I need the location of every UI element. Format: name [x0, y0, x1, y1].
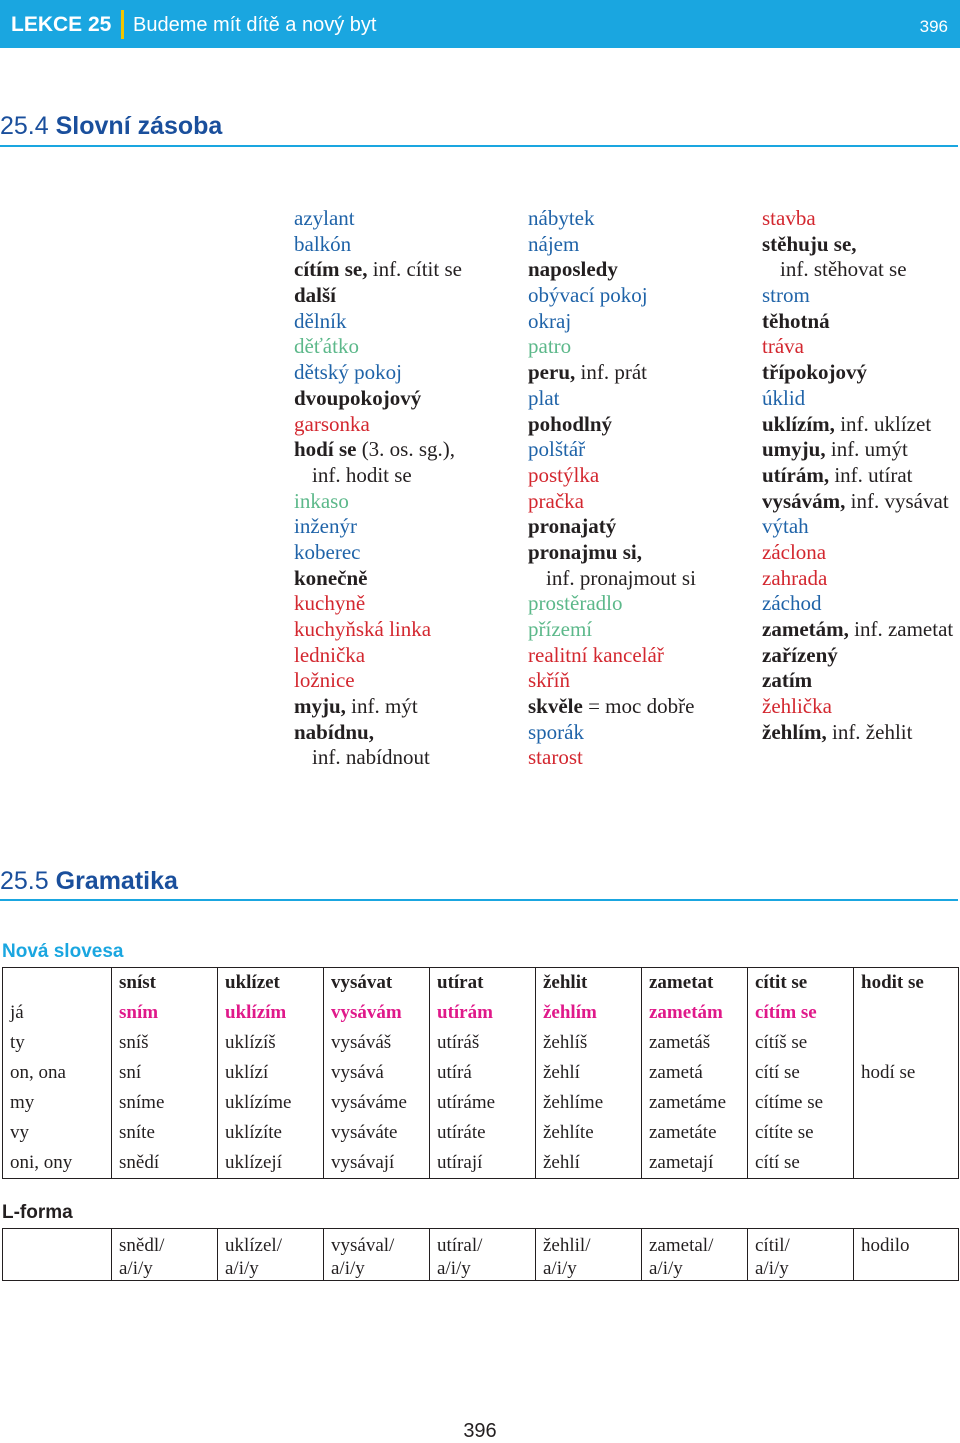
vocab-note: inf. vysávat [845, 488, 949, 513]
vocab-word: nabídnu, [294, 719, 374, 744]
vocab-entry [528, 257, 696, 283]
vocab-entry [762, 412, 953, 438]
vocab-note: = moc dobře [582, 694, 695, 719]
verb-form [854, 1088, 959, 1118]
verb-form: zametá [642, 1058, 748, 1088]
vocab-entry [528, 309, 696, 335]
vocab-entry [762, 437, 953, 463]
verb-infinitive: cítit se [748, 968, 854, 999]
vocab-entry [762, 694, 953, 720]
vocab-note: inf. umýt [825, 437, 908, 462]
lform-stem: zametal/ [649, 1235, 714, 1256]
verb-form: utírá [430, 1058, 536, 1088]
section-number: 25.5 [0, 867, 49, 895]
vocab-entry [762, 668, 953, 694]
page-header [0, 0, 960, 48]
verb-form: vysáváte [324, 1118, 430, 1148]
verb-form: cítí se [748, 1058, 854, 1088]
vocab-word: azylant [294, 206, 355, 230]
person-label: já [3, 998, 112, 1028]
vocab-column-3 [762, 206, 953, 745]
section-name: Slovní zásoba [55, 112, 223, 140]
lform-cell [748, 1229, 854, 1281]
verb-form: vysávají [324, 1148, 430, 1179]
lform-endings: a/i/y [755, 1258, 789, 1279]
verb-form: utírám [430, 998, 536, 1028]
vocab-entry [762, 514, 953, 540]
lform-cell [536, 1229, 642, 1281]
verb-infinitive-row [3, 968, 959, 999]
vocab-word: kuchyně [294, 591, 366, 616]
vocab-entry [528, 206, 696, 232]
lform-cell [642, 1229, 748, 1281]
verb-form: vysávám [324, 998, 430, 1028]
lform-cell [324, 1229, 430, 1281]
verb-form: cítíme se [748, 1088, 854, 1118]
vocab-entry [762, 720, 953, 746]
section-title-vocab [0, 112, 222, 141]
vocab-note: (3. os. sg.), [356, 437, 456, 462]
vocab-word: kuchyňská linka [294, 617, 432, 641]
verb-infinitive: vysávat [324, 968, 430, 999]
vocab-word: zahrada [762, 565, 828, 590]
vocab-entry [528, 334, 696, 360]
verb-form: žehlím [536, 998, 642, 1028]
vocab-entry [528, 360, 696, 386]
vocab-word: lednička [294, 642, 366, 667]
verb-infinitive: hodit se [854, 968, 959, 999]
vocab-entry [762, 206, 953, 232]
section-name: Gramatika [55, 867, 178, 895]
vocab-word: myju, [294, 694, 346, 719]
vocab-word: ložnice [294, 668, 355, 693]
lesson-number: LEKCE 25 [11, 13, 112, 36]
lform-table [2, 1228, 959, 1281]
vocab-entry [762, 591, 953, 617]
vocab-word: dvoupokojový [294, 385, 422, 410]
lform-endings: a/i/y [225, 1258, 259, 1279]
lform-cell [218, 1229, 324, 1281]
verb-form: zametají [642, 1148, 748, 1179]
vocab-entry [528, 745, 696, 771]
vocab-note: inf. cítit se [367, 257, 462, 282]
vocab-word: sporák [528, 719, 584, 744]
vocab-word: okraj [528, 308, 572, 333]
vocab-word: výtah [762, 514, 809, 539]
vocab-entry [528, 283, 696, 309]
section-number: 25.4 [0, 112, 49, 140]
vocab-entry [528, 386, 696, 412]
verb-infinitive: utírat [430, 968, 536, 999]
verb-infinitive: zametat [642, 968, 748, 999]
vocab-note: inf. stěhovat se [780, 257, 907, 282]
vocab-entry [294, 643, 462, 669]
vocab-word: peru, [528, 360, 576, 385]
vocab-word: strom [762, 283, 810, 308]
lform-endings: a/i/y [543, 1258, 577, 1279]
vocab-entry [294, 412, 462, 438]
verb-form: uklízejí [218, 1148, 324, 1179]
person-label: on, ona [3, 1058, 112, 1088]
lform-stem: uklízel/ [225, 1235, 282, 1256]
vocab-entry [528, 720, 696, 746]
lform-endings: a/i/y [437, 1258, 471, 1279]
vocab-word: balkón [294, 231, 352, 256]
vocab-entry [294, 232, 462, 258]
vocab-entry [762, 257, 953, 283]
vocab-note: inf. uklízet [834, 411, 932, 436]
lesson-title: Budeme mít dítě a nový byt [133, 14, 377, 36]
lform-stem: žehlil/ [543, 1235, 591, 1256]
vocab-word: uklízím, [762, 411, 835, 436]
vocab-word: plat [528, 385, 560, 410]
section-rule [0, 899, 958, 901]
lform-row [3, 1229, 959, 1281]
vocab-entry [294, 540, 462, 566]
vocab-entry [528, 643, 696, 669]
vocab-entry [528, 437, 696, 463]
vocab-entry [528, 540, 696, 566]
verb-form: cítím se [748, 998, 854, 1028]
lform-stem: utíral/ [437, 1235, 483, 1256]
lform-stem: snědl/ [119, 1235, 165, 1256]
vocab-entry [762, 643, 953, 669]
new-verbs-heading: Nová slovesa [2, 941, 124, 962]
vocab-word: úklid [762, 385, 806, 410]
conjugation-row [3, 1148, 959, 1179]
vocab-entry [528, 591, 696, 617]
vocab-word: dělník [294, 308, 347, 333]
lform-stem: hodilo [861, 1235, 910, 1256]
verb-form: uklízím [218, 998, 324, 1028]
vocab-entry [294, 745, 462, 771]
vocab-entry [294, 514, 462, 540]
vocab-entry [762, 360, 953, 386]
vocab-word: garsonka [294, 411, 370, 436]
lform-stem: cítil/ [755, 1235, 790, 1256]
person-label: ty [3, 1028, 112, 1058]
lform-cell [430, 1229, 536, 1281]
vocab-entry [528, 566, 696, 592]
vocab-entry [762, 489, 953, 515]
vocab-word: zametám, [762, 617, 849, 641]
verb-form: hodí se [854, 1058, 959, 1088]
lform-cell [112, 1229, 218, 1281]
vocab-entry [294, 617, 462, 643]
person-label: vy [3, 1118, 112, 1148]
verb-form: uklízíte [218, 1118, 324, 1148]
conjugation-row [3, 1088, 959, 1118]
vocab-entry [294, 668, 462, 694]
vocab-word: pračka [528, 488, 584, 513]
verb-form: uklízí [218, 1058, 324, 1088]
vocab-word: skříň [528, 668, 570, 693]
vocab-word: pronajatý [528, 514, 617, 539]
vocab-word: zařízený [762, 642, 838, 667]
conjugation-row [3, 1058, 959, 1088]
header-page-number: 396 [919, 17, 948, 36]
vocab-note: inf. mýt [345, 694, 418, 719]
vocab-entry [294, 386, 462, 412]
section-rule [0, 145, 958, 147]
vocab-word: pronajmu si, [528, 539, 642, 564]
verb-form [854, 1148, 959, 1179]
verb-form: zametáš [642, 1028, 748, 1058]
conjugation-row [3, 1118, 959, 1148]
vocab-entry [294, 463, 462, 489]
lform-empty-cell [3, 1229, 112, 1281]
vocab-word: žehlička [762, 694, 832, 719]
vocab-entry [528, 514, 696, 540]
vocab-word: koberec [294, 539, 361, 564]
vocab-word: nájem [528, 231, 580, 256]
vocab-note: inf. pronajmout si [546, 565, 696, 590]
verb-infinitive: sníst [112, 968, 218, 999]
vocab-entry [528, 232, 696, 258]
vocab-column-2 [528, 206, 696, 771]
vocab-entry [762, 334, 953, 360]
vocab-word: stěhuju se, [762, 231, 857, 256]
vocab-word: prostěradlo [528, 591, 623, 616]
vocab-word: realitní kancelář [528, 642, 664, 667]
vocab-word: hodí se [294, 437, 357, 462]
verb-infinitive: uklízet [218, 968, 324, 999]
verb-form: cítí se [748, 1148, 854, 1179]
verb-conjugation-table [2, 967, 959, 1179]
verb-form: snědí [112, 1148, 218, 1179]
verb-form: vysáváš [324, 1028, 430, 1058]
vocab-word: inženýr [294, 514, 357, 539]
vocab-word: zatím [762, 668, 813, 693]
vocab-entry [762, 566, 953, 592]
lform-endings: a/i/y [649, 1258, 683, 1279]
person-label: oni, ony [3, 1148, 112, 1179]
vocab-entry [762, 540, 953, 566]
verb-form [854, 1028, 959, 1058]
vocab-entry [294, 206, 462, 232]
vocab-note: inf. zametat [848, 617, 954, 641]
vocab-word: postýlka [528, 462, 600, 487]
verb-form: cítíte se [748, 1118, 854, 1148]
verb-form: utírají [430, 1148, 536, 1179]
vocab-entry [294, 694, 462, 720]
vocab-column-1 [294, 206, 462, 771]
vocab-word: patro [528, 334, 572, 359]
vocab-note: inf. hodit se [312, 462, 412, 487]
vocab-note: inf. utírat [829, 462, 913, 487]
vocab-word: záchod [762, 591, 822, 616]
person-header-cell [3, 968, 112, 999]
vocab-word: tráva [762, 334, 804, 359]
verb-form: utíráš [430, 1028, 536, 1058]
verb-form: vysáváme [324, 1088, 430, 1118]
verb-form: žehlí [536, 1148, 642, 1179]
verb-form [854, 1118, 959, 1148]
verb-form: zametáme [642, 1088, 748, 1118]
verb-form: sníme [112, 1088, 218, 1118]
verb-form: vysává [324, 1058, 430, 1088]
vocab-entry [294, 566, 462, 592]
verb-form: sním [112, 998, 218, 1028]
verb-form: uklízíš [218, 1028, 324, 1058]
vocab-entry [528, 668, 696, 694]
vocab-word: pohodlný [528, 411, 613, 436]
vocab-entry [294, 334, 462, 360]
vocab-word: polštář [528, 437, 586, 462]
verb-form: sní [112, 1058, 218, 1088]
vocab-entry [762, 283, 953, 309]
verb-form: zametám [642, 998, 748, 1028]
vocab-entry [762, 309, 953, 335]
vocab-entry [762, 232, 953, 258]
vocab-word: přízemí [528, 617, 593, 641]
verb-form: žehlíš [536, 1028, 642, 1058]
section-title-grammar [0, 867, 178, 896]
vocab-word: utírám, [762, 462, 830, 487]
vocab-entry [294, 437, 462, 463]
verb-form: žehlí [536, 1058, 642, 1088]
vocab-word: nábytek [528, 206, 595, 230]
vocab-entry [294, 489, 462, 515]
verb-form: žehlíte [536, 1118, 642, 1148]
vocab-word: děťátko [294, 334, 359, 359]
vocab-entry [762, 463, 953, 489]
vocab-note: inf. nabídnout [312, 745, 430, 770]
vocab-note: inf. žehlit [826, 719, 913, 744]
vocab-entry [762, 617, 953, 643]
vocab-word: obývací pokoj [528, 283, 648, 308]
vocab-entry [528, 694, 696, 720]
vocab-word: naposledy [528, 257, 618, 282]
lform-endings: a/i/y [331, 1258, 365, 1279]
vocab-entry [762, 386, 953, 412]
verb-infinitive: žehlit [536, 968, 642, 999]
vocab-word: žehlím, [762, 719, 827, 744]
verb-form: cítíš se [748, 1028, 854, 1058]
vocab-word: dětský pokoj [294, 360, 402, 385]
vocab-entry [294, 360, 462, 386]
lform-cell [854, 1229, 959, 1281]
verb-form: zametáte [642, 1118, 748, 1148]
vocab-word: cítím se, [294, 257, 368, 282]
vocab-word: třípokojový [762, 360, 867, 385]
verb-form: sníte [112, 1118, 218, 1148]
verb-form: uklízíme [218, 1088, 324, 1118]
lform-endings: a/i/y [119, 1258, 153, 1279]
vocab-word: další [294, 283, 337, 308]
vocab-word: starost [528, 745, 583, 770]
vocab-word: stavba [762, 206, 816, 230]
footer-page-number: 396 [463, 1420, 497, 1442]
vocab-entry [294, 283, 462, 309]
conjugation-row [3, 1028, 959, 1058]
vocab-word: vysávám, [762, 488, 846, 513]
verb-form: utíráte [430, 1118, 536, 1148]
vocab-word: záclona [762, 539, 827, 564]
vocab-entry [294, 720, 462, 746]
vocab-entry [294, 257, 462, 283]
lform-stem: vysával/ [331, 1235, 395, 1256]
vocab-entry [528, 617, 696, 643]
person-label: my [3, 1088, 112, 1118]
conjugation-row [3, 998, 959, 1028]
vocab-entry [528, 463, 696, 489]
verb-form [854, 998, 959, 1028]
verb-form: utíráme [430, 1088, 536, 1118]
vocab-note: inf. prát [575, 360, 647, 385]
vocab-word: umyju, [762, 437, 826, 462]
verb-form: sníš [112, 1028, 218, 1058]
verb-form: žehlíme [536, 1088, 642, 1118]
vocab-word: inkaso [294, 488, 349, 513]
vocab-word: konečně [294, 565, 368, 590]
vocab-entry [294, 309, 462, 335]
lform-heading: L-forma [2, 1202, 73, 1223]
vocab-word: skvěle [528, 694, 583, 719]
vocab-entry [528, 412, 696, 438]
vocab-word: těhotná [762, 308, 830, 333]
header-separator [121, 10, 124, 39]
vocab-entry [294, 591, 462, 617]
vocab-entry [528, 489, 696, 515]
